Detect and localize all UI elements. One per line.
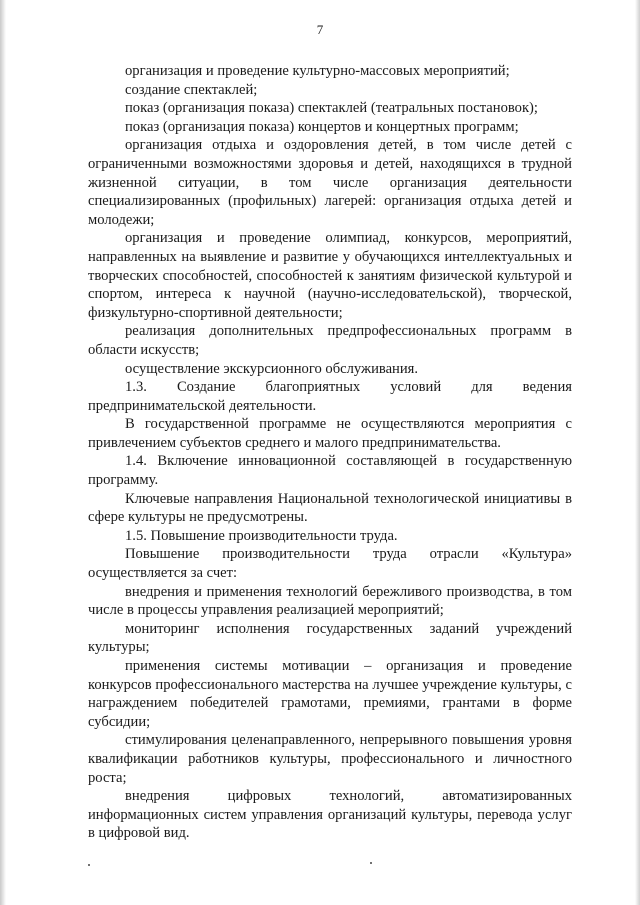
- section-1-5-heading: 1.5. Повышение производительности труда.: [125, 527, 398, 544]
- section-1-3-heading: 1.3. Создание благоприятных условий для ведения предпринимательской деятельности.: [88, 379, 572, 414]
- paragraph-show-concerts: показ (организация показа) концертов и концертных программ;: [125, 118, 519, 135]
- paragraph-lean-production: внедрения и применения технологий бережливого производства, в том числе в процессы управления реализацией мероприятий;: [88, 583, 572, 619]
- section-1-4-heading: 1.4. Включение инновационной составляющей в государственную программу.: [88, 453, 572, 489]
- paragraph-olympiads: организация и проведение олимпиад, конкурсов, мероприятий, направленных на выявление и развитие у обучающихся интеллектуальных и творческих способностей, способностей к занятиям физической культурой и спортом, интереса к научной (научно-исследовательской), творческой, физкультурно-спортивной деятельности;: [88, 230, 572, 321]
- paragraph-preprofessional-programs: реализация дополнительных предпрофессиональных программ в области искусств;: [88, 323, 572, 358]
- paragraph-excursions: осуществление экскурсионного обслуживания.: [125, 360, 419, 377]
- page-number: 7: [316, 22, 324, 37]
- document-body: [88, 62, 572, 843]
- paragraph-motivation-system: применения системы мотивации – организация и проведение конкурсов профессионального мастерства на лучшее учреждение культуры, с награждением победителей грамотами, премиями, грантами в форме субсидии;: [88, 658, 572, 730]
- paragraph-business-measures: В государственной программе не осуществляются мероприятия с привлечением субъектов среднего и малого предпринимательства.: [88, 416, 572, 451]
- scan-edge-left: [0, 0, 6, 905]
- paragraph-productivity-intro: Повышение производительности труда отрасли «Культура» осуществляется за счет:: [88, 546, 572, 582]
- paragraph-digital-technologies: внедрения цифровых технологий, автоматизированных информационных систем управления организаций культуры, перевода услуг в цифровой вид.: [88, 788, 572, 842]
- paragraph-monitoring: мониторинг исполнения государственных заданий учреждений культуры;: [88, 620, 572, 656]
- scan-edge-right: [635, 0, 640, 905]
- paragraph-creating-performances: создание спектаклей;: [125, 81, 258, 98]
- scan-speck: [370, 862, 372, 864]
- paragraph-nti-directions: Ключевые направления Национальной технологической инициативы в сфере культуры не предусмотрены.: [88, 490, 572, 526]
- scan-speck: [88, 864, 90, 866]
- paragraph-cultural-events: организация и проведение культурно-массовых мероприятий;: [125, 63, 510, 79]
- paragraph-children-recreation: организация отдыха и оздоровления детей, в том числе детей с ограниченными возможностями здоровья и детей, находящихся в трудной жизненной ситуации, в том числе организация деятельности специализированных (профильных) лагерей: организация отдыха детей и молодежи;: [88, 137, 572, 228]
- paragraph-qualification: стимулирования целенаправленного, непрерывного повышения уровня квалификации работников культуры, профессионального и личностного роста;: [88, 732, 572, 786]
- paragraph-show-performances: показ (организация показа) спектаклей (театральных постановок);: [125, 100, 538, 117]
